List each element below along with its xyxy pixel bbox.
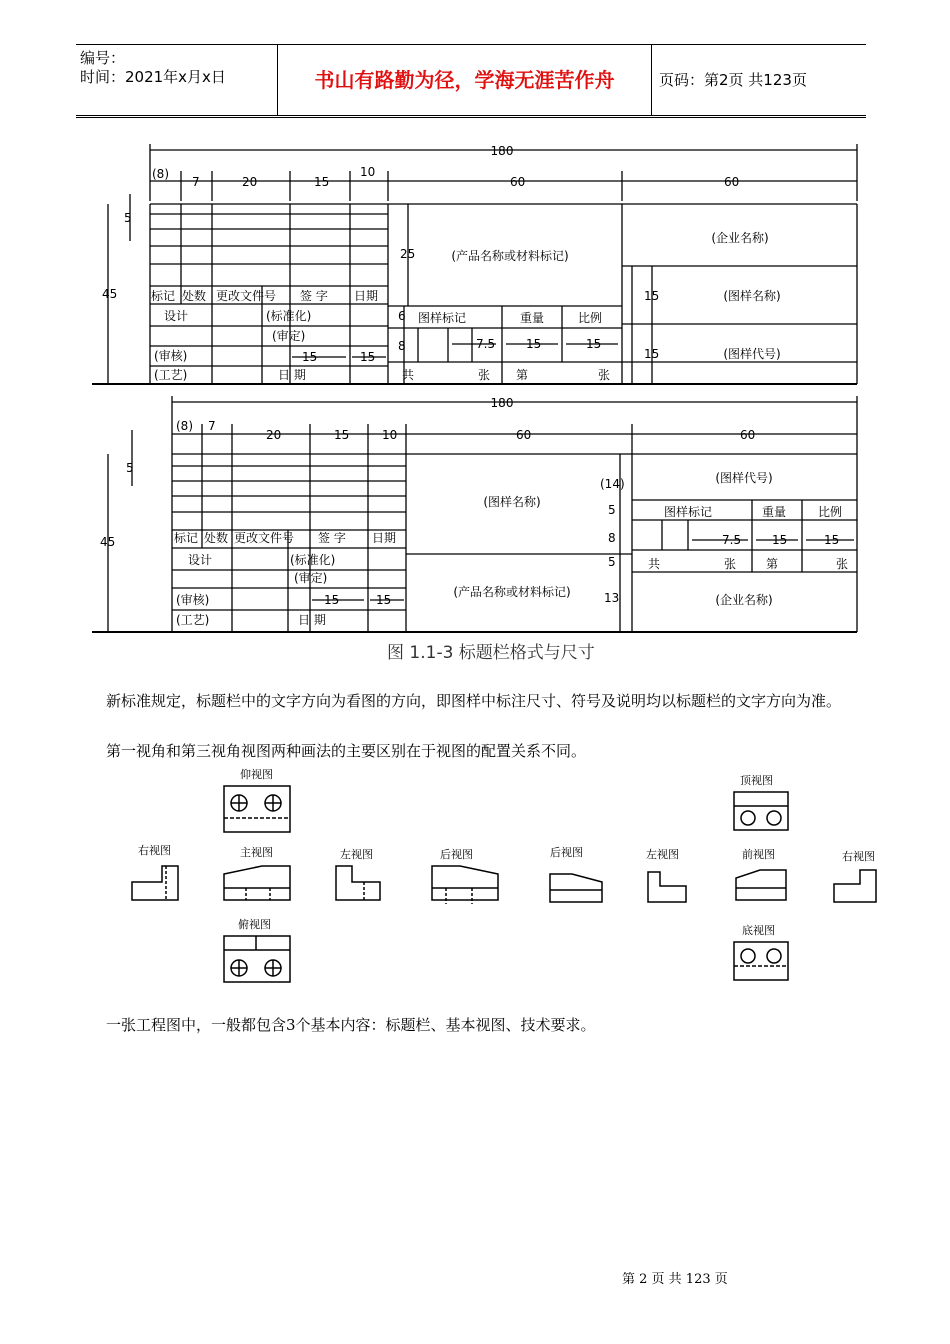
label-bottom-view-3: 底视图 <box>742 924 775 937</box>
tb2-total: 共 <box>648 557 661 571</box>
tb1-d15d: 15 <box>360 350 376 364</box>
tb2-check: (审核) <box>176 593 210 607</box>
tb2-dim-60a: 60 <box>516 428 532 442</box>
label-left-view-3: 左视图 <box>646 848 679 861</box>
tb1-dim-8: (8) <box>152 167 169 181</box>
projection-views-figure <box>120 766 890 996</box>
tb1-sheet: 张 <box>598 368 611 382</box>
tb2-dim-7: 7 <box>208 419 216 433</box>
tb1-dim-15a: 15 <box>644 289 660 303</box>
tb1-product: (产品名称或材料标记) <box>451 249 569 263</box>
title-block-figure <box>92 136 882 666</box>
tb1-dim-15b: 15 <box>644 347 660 361</box>
tb1-process: (工艺) <box>154 368 188 382</box>
tb2-scale: 比例 <box>818 505 843 519</box>
tb2-sheet: 张 <box>836 557 849 571</box>
label-right-view-1: 右视图 <box>138 844 171 857</box>
tb2-design: 设计 <box>188 553 213 567</box>
tb2-dim-45: 45 <box>100 535 116 549</box>
tb2-dim-13: 13 <box>604 591 620 605</box>
tb2-drawing-name: (图样名称) <box>483 495 541 509</box>
label-front-view-3: 前视图 <box>742 848 775 861</box>
tb1-date: 日 期 <box>278 368 306 382</box>
tb2-standard: (标准化) <box>290 553 336 567</box>
label-back-view-3: 后视图 <box>550 846 583 859</box>
tb1-dim-8b: 8 <box>398 339 406 353</box>
header-slogan: 书山有路勤为径，学海无涯苦作舟 <box>278 45 652 115</box>
tb2-dim-10: 10 <box>382 428 398 442</box>
tb1-drawing-name: (图样名称) <box>723 289 781 303</box>
tb1-hdr-sign: 签 字 <box>300 289 328 303</box>
page-footer: 第 2 页 共 123 页 <box>622 1272 728 1287</box>
tb1-dim-60b: 60 <box>724 175 740 189</box>
tb1-company: (企业名称) <box>711 231 769 245</box>
header-meta <box>76 45 278 115</box>
tb1-check: (审核) <box>154 349 188 363</box>
tb1-dim-45: 45 <box>102 287 118 301</box>
tb2-company: (企业名称) <box>715 593 773 607</box>
tb2-dim-5: 5 <box>126 461 134 475</box>
tb2-dim-14: (14) <box>600 477 625 491</box>
number-label: 编号： <box>80 49 126 67</box>
tb1-mark: 图样标记 <box>418 311 467 325</box>
tb1-design: 设计 <box>164 309 189 323</box>
tb2-date: 日 期 <box>298 613 326 627</box>
tb1-d15c: 15 <box>302 350 318 364</box>
tb1-total: 共 <box>402 368 415 382</box>
label-top-view-1: 俯视图 <box>238 918 271 931</box>
tb1-dim-5: 5 <box>124 211 132 225</box>
tb1-review: (审定) <box>272 329 306 343</box>
tb2-dim-8: (8) <box>176 419 193 433</box>
page-header <box>76 44 866 116</box>
tb2-dim-180: 180 <box>490 396 514 410</box>
tb1-d15a: 15 <box>526 337 542 351</box>
tb2-hdr-sign: 签 字 <box>318 531 346 545</box>
tb1-d15b: 15 <box>586 337 602 351</box>
tb1-scale: 比例 <box>578 311 603 325</box>
tb1-hdr-file: 更改文件号 <box>216 289 277 303</box>
tb2-no: 第 <box>766 557 779 571</box>
figure-caption: 图 1.1-3 标题栏格式与尺寸 <box>387 643 595 663</box>
tb1-hdr-count: 处数 <box>182 289 207 303</box>
tb1-dim-60a: 60 <box>510 175 526 189</box>
tb1-dim-25: 25 <box>400 247 416 261</box>
tb1-dim-180: 180 <box>490 144 514 158</box>
header-double-rule <box>76 117 866 118</box>
tb2-review: (审定) <box>294 571 328 585</box>
tb2-dim-15: 15 <box>334 428 350 442</box>
tb2-d15b: 15 <box>824 533 840 547</box>
tb2-dim-60b: 60 <box>740 428 756 442</box>
tb2-dim-5c: 5 <box>608 555 616 569</box>
tb1-no: 第 <box>516 368 529 382</box>
tb1-dim-20: 20 <box>242 175 258 189</box>
tb1-drawing-code: (图样代号) <box>723 347 781 361</box>
tb1-sheets: 张 <box>478 368 491 382</box>
tb2-d75: 7.5 <box>722 533 742 547</box>
tb2-process: (工艺) <box>176 613 210 627</box>
view-labels <box>138 768 875 937</box>
tb2-hdr-count: 处数 <box>204 531 229 545</box>
tb2-dim-20: 20 <box>266 428 282 442</box>
tb1-dim-10: 10 <box>360 165 376 179</box>
tb1-d75: 7.5 <box>476 337 496 351</box>
tb1-dim-15: 15 <box>314 175 330 189</box>
tb2-hdr-date: 日期 <box>372 531 397 545</box>
tb1-weight: 重量 <box>520 311 545 325</box>
tb2-product: (产品名称或材料标记) <box>453 585 571 599</box>
tb2-dim-8: 8 <box>608 531 616 545</box>
label-back-view-1: 后视图 <box>440 848 473 861</box>
paragraph-3: 一张工程图中，一般都包含3个基本内容：标题栏、基本视图、技术要求。 <box>106 1016 596 1034</box>
label-front-view: 主视图 <box>240 846 273 859</box>
paragraph-2: 第一视角和第三视角视图两种画法的主要区别在于视图的配置关系不同。 <box>106 742 587 760</box>
time-label: 时间：2021年x月x日 <box>80 68 226 86</box>
tb2-sheets: 张 <box>724 557 737 571</box>
paragraph-1: 新标准规定，标题栏中的文字方向为看图的方向，即图样中标注尺寸、符号及说明均以标题栏的文字方向为准。 <box>106 692 842 710</box>
tb1-hdr-mark: 标记 <box>151 289 176 303</box>
label-bottom-up-view: 仰视图 <box>240 768 273 781</box>
label-top-view-3: 顶视图 <box>740 774 773 787</box>
tb2-weight: 重量 <box>762 505 787 519</box>
tb1-dim-6: 6 <box>398 309 406 323</box>
view-drawings <box>132 786 876 982</box>
tb2-d15d: 15 <box>376 593 392 607</box>
label-right-view-3: 右视图 <box>842 850 875 863</box>
header-page-label: 页码：第2页 共123页 <box>659 71 807 89</box>
label-left-view-1: 左视图 <box>340 848 373 861</box>
tb1-hdr-date: 日期 <box>354 289 379 303</box>
tb2-hdr-file: 更改文件号 <box>234 531 295 545</box>
tb2-hdr-mark: 标记 <box>174 531 199 545</box>
tb2-d15c: 15 <box>324 593 340 607</box>
tb2-mark: 图样标记 <box>664 505 713 519</box>
tb1-dim-7: 7 <box>192 175 200 189</box>
tb1-standard: (标准化) <box>266 309 312 323</box>
tb2-drawing-code: (图样代号) <box>715 471 773 485</box>
tb2-d15a: 15 <box>772 533 788 547</box>
tb2-dim-5b: 5 <box>608 503 616 517</box>
